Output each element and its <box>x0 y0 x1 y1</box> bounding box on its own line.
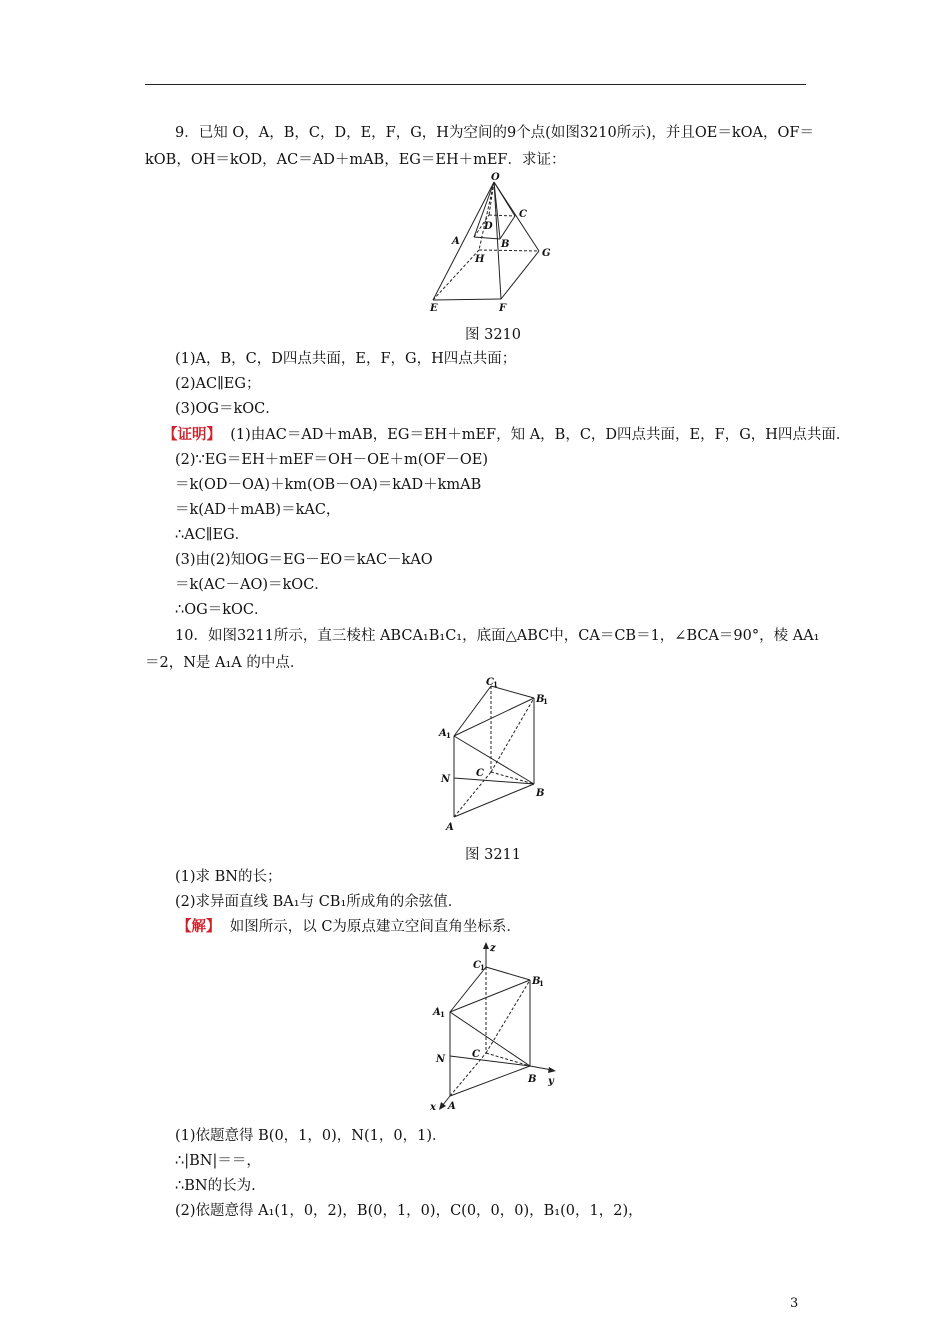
label-B1: B <box>536 694 545 705</box>
q9-proof-line2: (2)∵EG＝EH＋mEF＝OH－OE＋m(OF－OE) <box>175 452 489 468</box>
label-N: N <box>436 1054 446 1065</box>
q9-proof-line3: ＝k(OD－OA)＋km(OB－OA)＝kAD＋kmAB <box>175 477 482 493</box>
q9-proof-line1 <box>163 426 850 444</box>
q10-solution-intro <box>177 918 521 936</box>
svg-text:1: 1 <box>543 697 548 706</box>
figure-3210 <box>425 170 565 315</box>
label-G: G <box>542 248 551 259</box>
label-B: B <box>528 1074 537 1085</box>
label-C1: C <box>486 677 494 688</box>
q9-part-2: (2)AC∥EG； <box>175 376 261 392</box>
svg-text:1: 1 <box>493 680 498 689</box>
label-O: O <box>491 172 500 183</box>
label-A1: A <box>433 1007 441 1018</box>
label-A1: A <box>439 728 447 739</box>
label-A: A <box>448 1101 456 1112</box>
label-N: N <box>441 774 451 785</box>
label-B: B <box>536 788 545 799</box>
q9-proof-line5: ∴AC∥EG． <box>175 527 250 543</box>
page-number: 3 <box>790 1296 799 1311</box>
label-C1: C <box>473 960 481 971</box>
q10-solution-line4: (2)依题意得 A₁(1，0，2)，B(0，1，0)，C(0，0，0)，B₁(0，1，2)， <box>175 1203 643 1219</box>
q10-solution-line2: ∴|BN|＝＝， <box>175 1153 261 1169</box>
label-A: A <box>452 236 460 247</box>
label-H: H <box>475 254 485 265</box>
proof-tag: 【证明】 <box>163 426 221 443</box>
svg-text:1: 1 <box>539 979 544 988</box>
figure-3211-caption: 图 3211 <box>464 847 521 863</box>
figure-coordinate-system <box>428 940 568 1115</box>
figure-3211 <box>430 672 560 834</box>
header-rule <box>145 84 806 85</box>
label-F: F <box>499 303 507 314</box>
svg-text:1: 1 <box>440 1010 445 1019</box>
label-D: D <box>484 221 493 232</box>
solution-intro-text: 如图所示，以 C为原点建立空间直角坐标系． <box>220 919 521 935</box>
q9-statement-line1: 9．已知 O，A，B，C，D，E，F，G，H为空间的9个点(如图3210所示)，并且OE＝kOA，OF＝ <box>175 125 814 141</box>
svg-text:1: 1 <box>480 963 485 972</box>
axis-y-label: y <box>548 1076 554 1087</box>
axis-x-label: x <box>430 1102 436 1113</box>
label-C: C <box>519 209 527 220</box>
label-C: C <box>472 1049 480 1060</box>
q10-statement-line1: 10．如图3211所示，直三棱柱 ABCA₁B₁C₁，底面△ABC中，CA＝CB＝1，∠BCA＝90°，棱 AA₁ <box>175 628 820 644</box>
q9-proof-line7: ＝k(AC－AO)＝kOC． <box>175 577 329 593</box>
label-A: A <box>446 822 454 833</box>
q10-solution-line1: (1)依题意得 B(0，1，0)，N(1，0，1)． <box>175 1128 447 1144</box>
axis-z-label: z <box>490 943 496 954</box>
solution-tag: 【解】 <box>177 918 221 935</box>
label-E: E <box>430 303 438 314</box>
q9-proof-line8: ∴OG＝kOC． <box>175 602 269 618</box>
q10-part-1: (1)求 BN的长； <box>175 869 282 885</box>
q10-solution-line3: ∴BN的长为. <box>175 1178 256 1194</box>
q9-proof-line6: (3)由(2)知OG＝EG－EO＝kAC－kAO <box>175 552 433 568</box>
q9-part-3: (3)OG＝kOC． <box>175 401 280 417</box>
figure-3210-caption: 图 3210 <box>464 327 521 343</box>
proof-text-1: (1)由AC＝AD＋mAB，EG＝EH＋mEF，知 A，B，C，D四点共面，E，F，G，H四点共面． <box>221 427 851 443</box>
q10-statement-line2: ＝2，N是 A₁A 的中点． <box>145 655 305 671</box>
label-B: B <box>501 239 510 250</box>
q9-statement-line2: kOB，OH＝kOD，AC＝AD＋mAB，EG＝EH＋mEF．求证： <box>145 152 566 168</box>
q10-part-2: (2)求异面直线 BA₁与 CB₁所成角的余弦值． <box>175 894 463 910</box>
q9-proof-line4: ＝k(AD＋mAB)＝kAC， <box>175 502 341 518</box>
q9-part-1: (1)A，B，C，D四点共面，E，F，G，H四点共面； <box>175 351 517 367</box>
label-B1: B <box>532 976 541 987</box>
svg-text:1: 1 <box>446 731 451 740</box>
label-C: C <box>476 768 484 779</box>
